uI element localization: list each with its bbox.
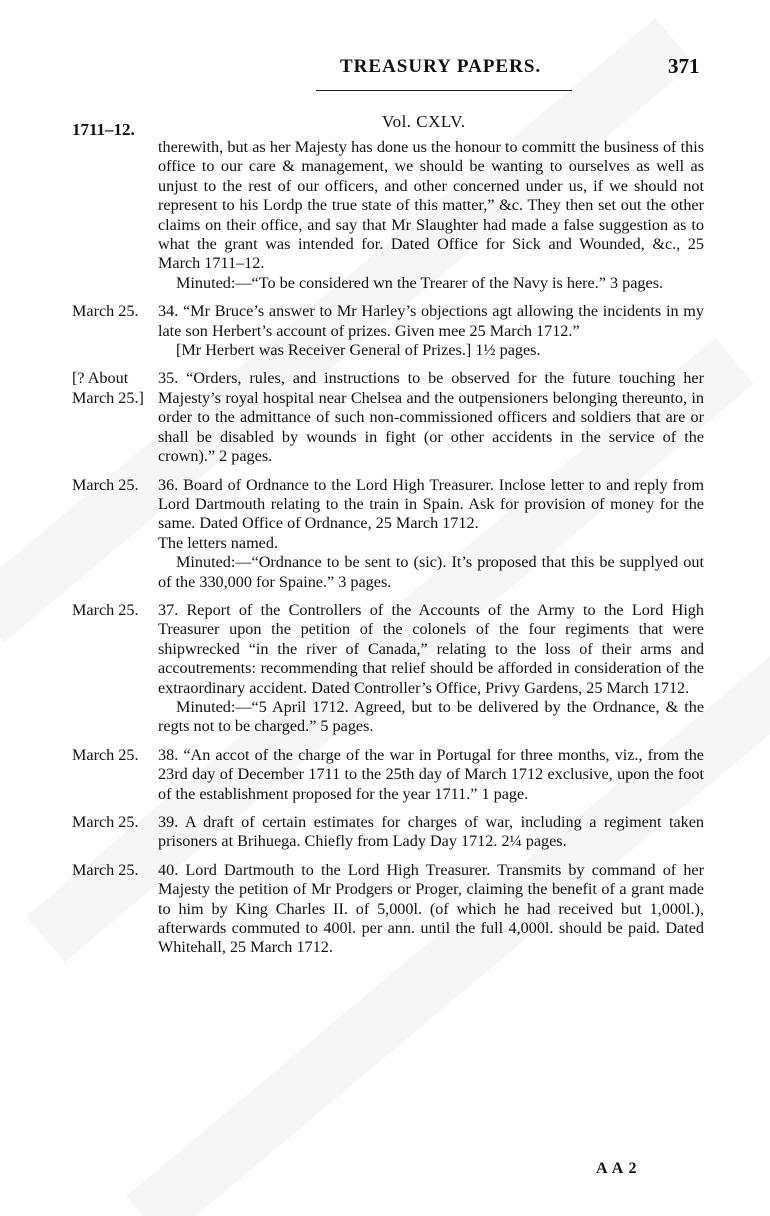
- entry-paragraph: 38. “An accot of the charge of the war in Portugal for three months, viz., from the 23rd day of December 1711 to the 25th day of March 1712 exclusive, upon the foot of the establishment proposed for the year 1711.” 1 page.: [158, 745, 704, 803]
- entry-date: March 25.: [72, 475, 139, 494]
- signature-mark: A A 2: [596, 1160, 638, 1177]
- entry: [72, 601, 704, 737]
- entry-paragraph: 34. “Mr Bruce’s answer to Mr Harley’s objections agt allowing the incidents in my late son Herbert’s account of prizes. Given mee 25 March 1712.”: [158, 302, 704, 340]
- entry-minute: Minuted:—“5 April 1712. Agreed, but to be delivered by the Ordnance, & the regts not to be charged.” 5 pages.: [158, 697, 704, 736]
- entry-date: March 25.: [72, 745, 139, 764]
- entry-paragraph: 37. Report of the Controllers of the Accounts of the Army to the Lord High Treasurer upon the petition of the colonels of the four regiments that were shipwrecked “in the river of Canada,” relating to the loss of their arms and accoutrements: recommending that relief should be afforded in consideration of the extraordinary accident. Dated Controller’s Office, Privy Gardens, 25 March 1712.: [158, 600, 704, 697]
- entry: [72, 861, 704, 958]
- entry-date: March 25.: [72, 600, 139, 619]
- entry: [72, 369, 704, 466]
- entry: [72, 302, 704, 360]
- page-header: [0, 56, 770, 96]
- entries-list: [72, 138, 704, 967]
- volume-label: Vol. CXLV.: [382, 112, 466, 131]
- entry-minute: Minuted:—“Ordnance to be sent to (sic). It’s proposed that this be supplyed out of the 330,000 for Spaine.” 3 pages.: [158, 553, 704, 591]
- page-number: 371: [668, 54, 700, 78]
- entry-paragraph: 35. “Orders, rules, and instructions to be observed for the future touching her Majesty’s royal hospital near Chelsea and the outpensioners belonging thereunto, in order to the admittance of such non-commissioned officers and soldiers that are or shall be disabled by wounds in fight (or other accidents in the service of the crown).” 2 pages.: [158, 369, 704, 466]
- entry: [72, 476, 704, 592]
- entry: [72, 138, 704, 293]
- entry-date: March 25.: [72, 813, 139, 831]
- header-rule: [316, 90, 572, 91]
- entry-minute: Minuted:—“To be considered wn the Trearer of the Navy is here.” 3 pages.: [176, 273, 664, 292]
- running-title: TREASURY PAPERS.: [340, 56, 542, 77]
- entry: [72, 746, 704, 804]
- entry-date: March 25.: [72, 302, 139, 321]
- entry-paragraph: 40. Lord Dartmouth to the Lord High Treasurer. Transmits by command of her Majesty the petition of Mr Prodgers or Proger, claiming the benefit of a grant made to him by King Charles II. of 5,000l. (of which he had received but 1,000l.), afterwards commuted to 400l. per ann. until the full 4,000l. should be paid. Dated Whitehall, 25 March 1712.: [158, 860, 704, 957]
- entry-paragraph: therewith, but as her Majesty has done us the honour to committ the business of this office to our care & management, we should be wanting to ourselves as well as unjust to the rest of our officers, and other concerned under us, if we should not represent to his Lordp the true state of this matter,” &c. They then set out the other claims on their office, and say that Mr Slaughter had made a false suggestion as to what the grant was intended for. Dated Office for Sick and Wounded, &c., 25 March 1711–12.: [158, 138, 704, 273]
- entry-date: March 25.: [72, 860, 139, 879]
- entry-paragraph: The letters named.: [158, 533, 279, 552]
- entry-paragraph: 36. Board of Ordnance to the Lord High Treasurer. Inclose letter to and reply from Lord Dartmouth relating to the train in Spain. Ask for provision of money for the same. Dated Office of Ordnance, 25 March 1712.: [158, 475, 704, 533]
- entry-note: [Mr Herbert was Receiver General of Prizes.] 1½ pages.: [176, 341, 541, 360]
- entry-date: [? About March 25.]: [72, 369, 144, 407]
- entry-paragraph: 39. A draft of certain estimates for charges of war, including a regiment taken prisoners at Brihuega. Chiefly from Lady Day 1712. 2¼ pages.: [158, 813, 704, 851]
- year-label: 1711–12.: [72, 120, 135, 139]
- entry: [72, 813, 704, 852]
